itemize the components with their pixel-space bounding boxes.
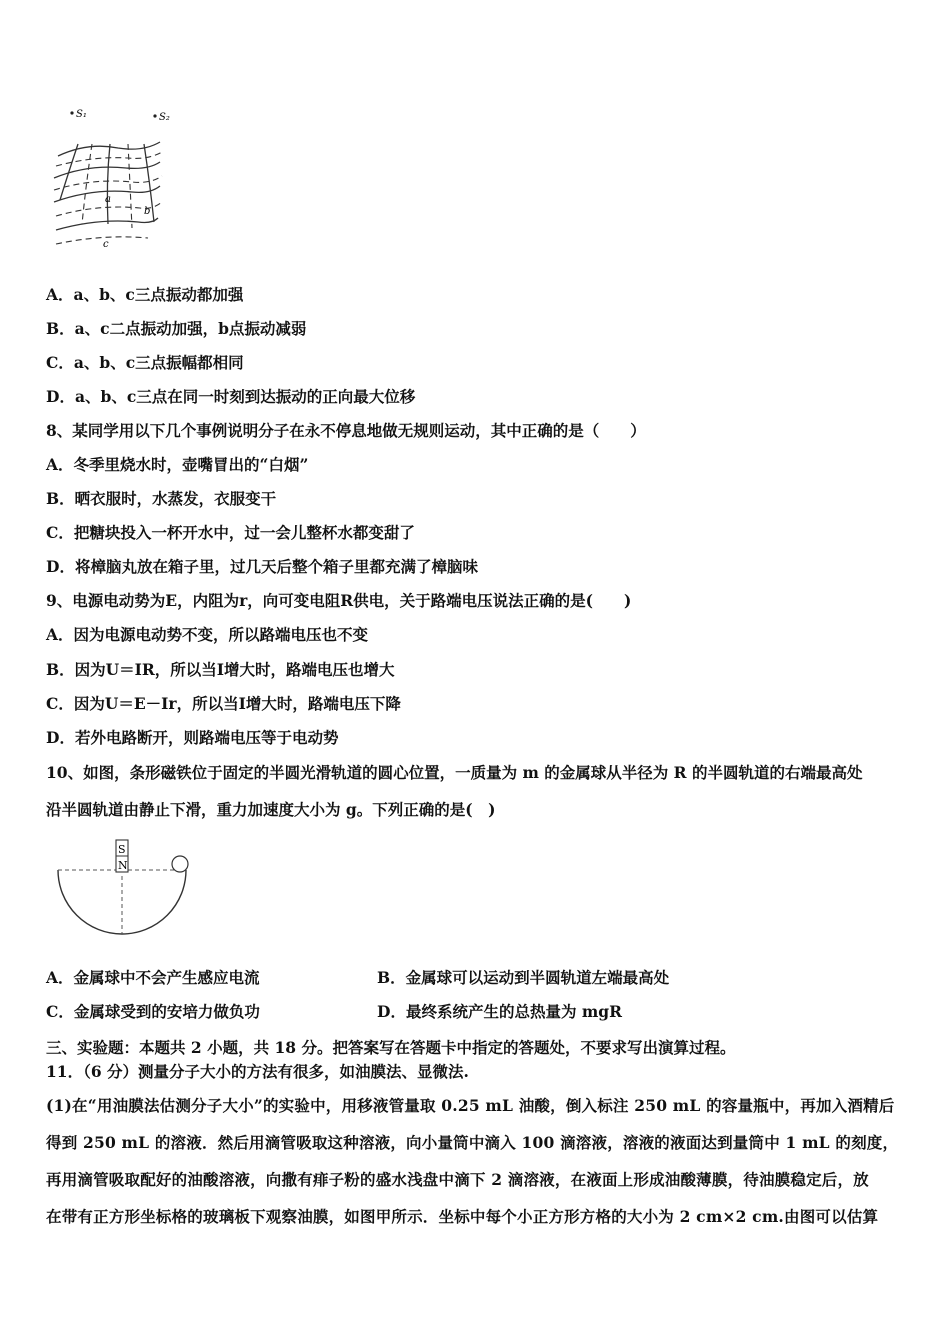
interference-diagram: [48, 104, 178, 254]
label-b: b: [144, 206, 151, 217]
q11-line-2: 得到 250 mL 的溶液．然后用滴管吸取这种溶液，向小量筒中滴入 100 滴溶液，溶液的液面达到量筒中 1 mL 的刻度，: [46, 1133, 899, 1152]
q10-option-b: B．金属球可以运动到半圆轨道左端最高处: [377, 968, 670, 987]
q8-option-d: D．将樟脑丸放在箱子里，过几天后整个箱子里都充满了樟脑味: [46, 557, 478, 576]
section-3-heading: 三、实验题：本题共 2 小题，共 18 分。把答案写在答题卡中指定的答题处，不要求写出演算过程。: [46, 1038, 736, 1057]
q8-stem: 8、某同学用以下几个事例说明分子在永不停息地做无规则运动，其中正确的是（ ）: [46, 421, 646, 440]
q7-option-a: A．a、b、c三点振动都加强: [46, 285, 244, 304]
q10-stem-line2: 沿半圆轨道由静止下滑，重力加速度大小为 g。下列正确的是( ): [46, 800, 496, 819]
q11-line-1: (1)在“用油膜法估测分子大小”的实验中，用移液管量取 0.25 mL 油酸，倒入标注 250 mL 的容量瓶中，再加入酒精后: [46, 1096, 895, 1115]
label-c: c: [103, 239, 109, 250]
q7-option-b: B．a、c二点振动加强，b点振动减弱: [46, 319, 307, 338]
track-diagram: [50, 836, 200, 946]
q8-option-a: A．冬季里烧水时，壶嘴冒出的“白烟”: [46, 455, 309, 474]
q10-stem-line1: 10、如图，条形磁铁位于固定的半圆光滑轨道的圆心位置，一质量为 m 的金属球从半径为 R 的半圆轨道的右端最高处: [46, 763, 863, 782]
label-a: a: [105, 194, 111, 205]
metal-ball: [172, 856, 188, 872]
interference-figure: [48, 104, 178, 254]
q9-option-b: B．因为U＝IR，所以当I增大时，路端电压也增大: [46, 660, 395, 679]
label-s2: S₂: [159, 112, 170, 123]
q10-option-d: D．最终系统产生的总热量为 mgR: [377, 1002, 622, 1021]
q8-option-c: C．把糖块投入一杯开水中，过一会儿整杯水都变甜了: [46, 523, 415, 542]
q9-option-c: C．因为U＝E－Ir，所以当I增大时，路端电压下降: [46, 694, 401, 713]
q7-option-c: C．a、b、c三点振幅都相同: [46, 353, 244, 372]
magnet-n-label: N: [118, 859, 128, 872]
q10-option-c: C．金属球受到的安培力做负功: [46, 1002, 260, 1021]
q9-option-a: A．因为电源电动势不变，所以路端电压也不变: [46, 625, 369, 644]
q11-line-4: 在带有正方形坐标格的玻璃板下观察油膜，如图甲所示．坐标中每个小正方形方格的大小为 2 cm×2 cm.由图可以估算: [46, 1207, 879, 1226]
q11-stem: 11．（6 分）测量分子大小的方法有很多，如油膜法、显微法.: [46, 1062, 469, 1081]
q11-line-3: 再用滴管吸取配好的油酸溶液，向撒有痱子粉的盛水浅盘中滴下 2 滴溶液，在液面上形成油酸薄膜，待油膜稳定后，放: [46, 1170, 869, 1189]
q9-stem: 9、电源电动势为E，内阻为r，向可变电阻R供电，关于路端电压说法正确的是( ): [46, 591, 632, 610]
magnet-s-label: S: [118, 843, 126, 856]
label-s1: S₁: [76, 109, 87, 120]
q10-option-a: A．金属球中不会产生感应电流: [46, 968, 260, 987]
q8-option-b: B．晒衣服时，水蒸发，衣服变干: [46, 489, 277, 508]
q7-option-d: D．a、b、c三点在同一时刻到达振动的正向最大位移: [46, 387, 416, 406]
track-figure: [50, 836, 200, 946]
q9-option-d: D．若外电路断开，则路端电压等于电动势: [46, 728, 339, 747]
